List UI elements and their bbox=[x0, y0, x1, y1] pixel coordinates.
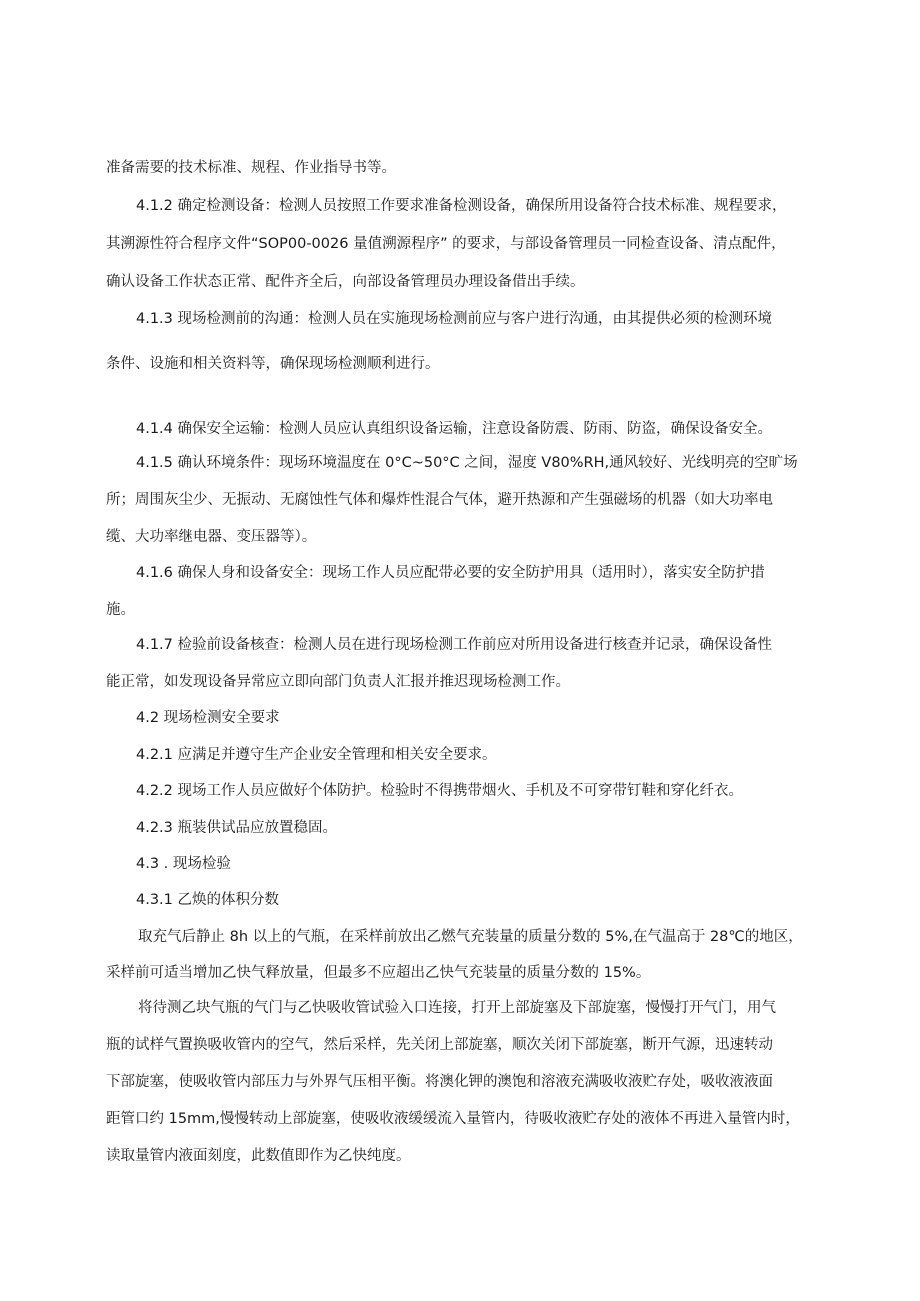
text-line: 4.1.6 确保人身和设备安全：现场工作人员应配带必要的安全防护用具（适用时），落实安全防护措 bbox=[136, 565, 765, 581]
text-line: 能正常，如发现设备异常应立即向部门负责人汇报并推迟现场检测工作。 bbox=[106, 674, 570, 690]
text-line: 4.2 现场检测安全要求 bbox=[136, 710, 280, 726]
text-line: 4.1.3 现场检测前的沟通：检测人员在实施现场检测前应与客户进行沟通，由其提供必须的检测环境 bbox=[136, 311, 772, 327]
text-line: 其溯源性符合程序文件“SOP00-0026 量值溯源程序” 的要求，与部设备管理员一同检查设备、清点配件， bbox=[106, 236, 786, 252]
paragraph-4-1-3 bbox=[106, 312, 820, 372]
text-line: 4.2.2 现场工作人员应做好个体防护。检验时不得携带烟火、手机及不可穿带钉鞋和穿化纤衣。 bbox=[136, 783, 743, 799]
text-line: 瓶的试样气置换吸收管内的空气，然后采样，先关闭上部旋塞，顺次关闭下部旋塞，断开气源，迅速转动 bbox=[106, 1037, 773, 1053]
paragraph-preparation-standards bbox=[106, 161, 820, 176]
text-line: 4.1.4 确保安全运输：检测人员应认真组织设备运输，注意设备防震、防雨、防盗，确保设备安全。 bbox=[136, 421, 772, 437]
heading-4-2 bbox=[106, 711, 820, 726]
text-line: 4.1.5 确认环境条件：现场环境温度在 0°C~50°C 之间，湿度 V80%RH,通风较好、光线明亮的空旷场 bbox=[136, 455, 798, 471]
text-line: 4.1.2 确定检测设备：检测人员按照工作要求准备检测设备，确保所用设备符合技术标准、规程要求， bbox=[136, 198, 787, 214]
text-line: 取充气后静止 8h 以上的气瓶，在采样前放出乙燃气充装量的质量分数的 5%,在气温高于 28℃的地区， bbox=[138, 929, 803, 945]
heading-4-3-1 bbox=[106, 893, 820, 908]
text-line: 采样前可适当增加乙快气释放量，但最多不应超出乙快气充装量的质量分数的 15%。 bbox=[106, 965, 651, 981]
text-line: 所；周围灰尘少、无振动、无腐蚀性气体和爆炸性混合气体，避开热源和产生强磁场的机器（如大功率电 bbox=[106, 492, 773, 508]
paragraph-4-1-7 bbox=[106, 638, 820, 690]
paragraph-4-1-5 bbox=[106, 456, 820, 545]
text-line: 4.2.1 应满足并遵守生产企业安全管理和相关安全要求。 bbox=[136, 747, 497, 763]
paragraph-4-2-1 bbox=[106, 748, 820, 763]
text-line: 缆、大功率继电器、变压器等）。 bbox=[106, 529, 317, 545]
paragraph-4-2-2 bbox=[106, 784, 820, 799]
text-line: 4.3 . 现场检验 bbox=[136, 856, 231, 872]
paragraph-procedure bbox=[106, 1001, 820, 1164]
paragraph-4-1-2 bbox=[106, 199, 820, 290]
text-line: 读取量管内液面刻度，此数值即作为乙快纯度。 bbox=[106, 1148, 411, 1164]
text-line: 下部旋塞，使吸收管内部压力与外界气压相平衡。将澳化钾的澳饱和溶液充满吸收液贮存处，吸收液液面 bbox=[106, 1074, 773, 1090]
paragraph-4-1-6 bbox=[106, 566, 820, 618]
text-line: 4.1.7 检验前设备核查：检测人员在进行现场检测工作前应对所用设备进行核查并记录，确保设备性 bbox=[136, 637, 772, 653]
heading-4-3 bbox=[106, 857, 820, 872]
text-line: 距管口约 15mm,慢慢转动上部旋塞，使吸收液缓缓流入量管内，待吸收液贮存处的液体不再进入量管内时， bbox=[106, 1111, 800, 1127]
text-line: 准备需要的技术标准、规程、作业指导书等。 bbox=[106, 160, 396, 176]
paragraph-4-2-3 bbox=[106, 821, 820, 836]
paragraph-sampling bbox=[106, 930, 820, 981]
paragraph-4-1-4 bbox=[106, 422, 820, 437]
text-line: 将待测乙块气瓶的气门与乙快吸收管试验入口连接，打开上部旋塞及下部旋塞，慢慢打开气门，用气 bbox=[138, 1000, 776, 1016]
text-line: 施。 bbox=[106, 602, 135, 618]
text-line: 条件、设施和相关资料等，确保现场检测顺利进行。 bbox=[106, 356, 440, 372]
text-line: 4.2.3 瓶装供试品应放置稳固。 bbox=[136, 820, 338, 836]
text-line: 4.3.1 乙焕的体积分数 bbox=[136, 892, 280, 908]
text-line: 确认设备工作状态正常、配件齐全后，向部设备管理员办理设备借出手续。 bbox=[106, 274, 585, 290]
